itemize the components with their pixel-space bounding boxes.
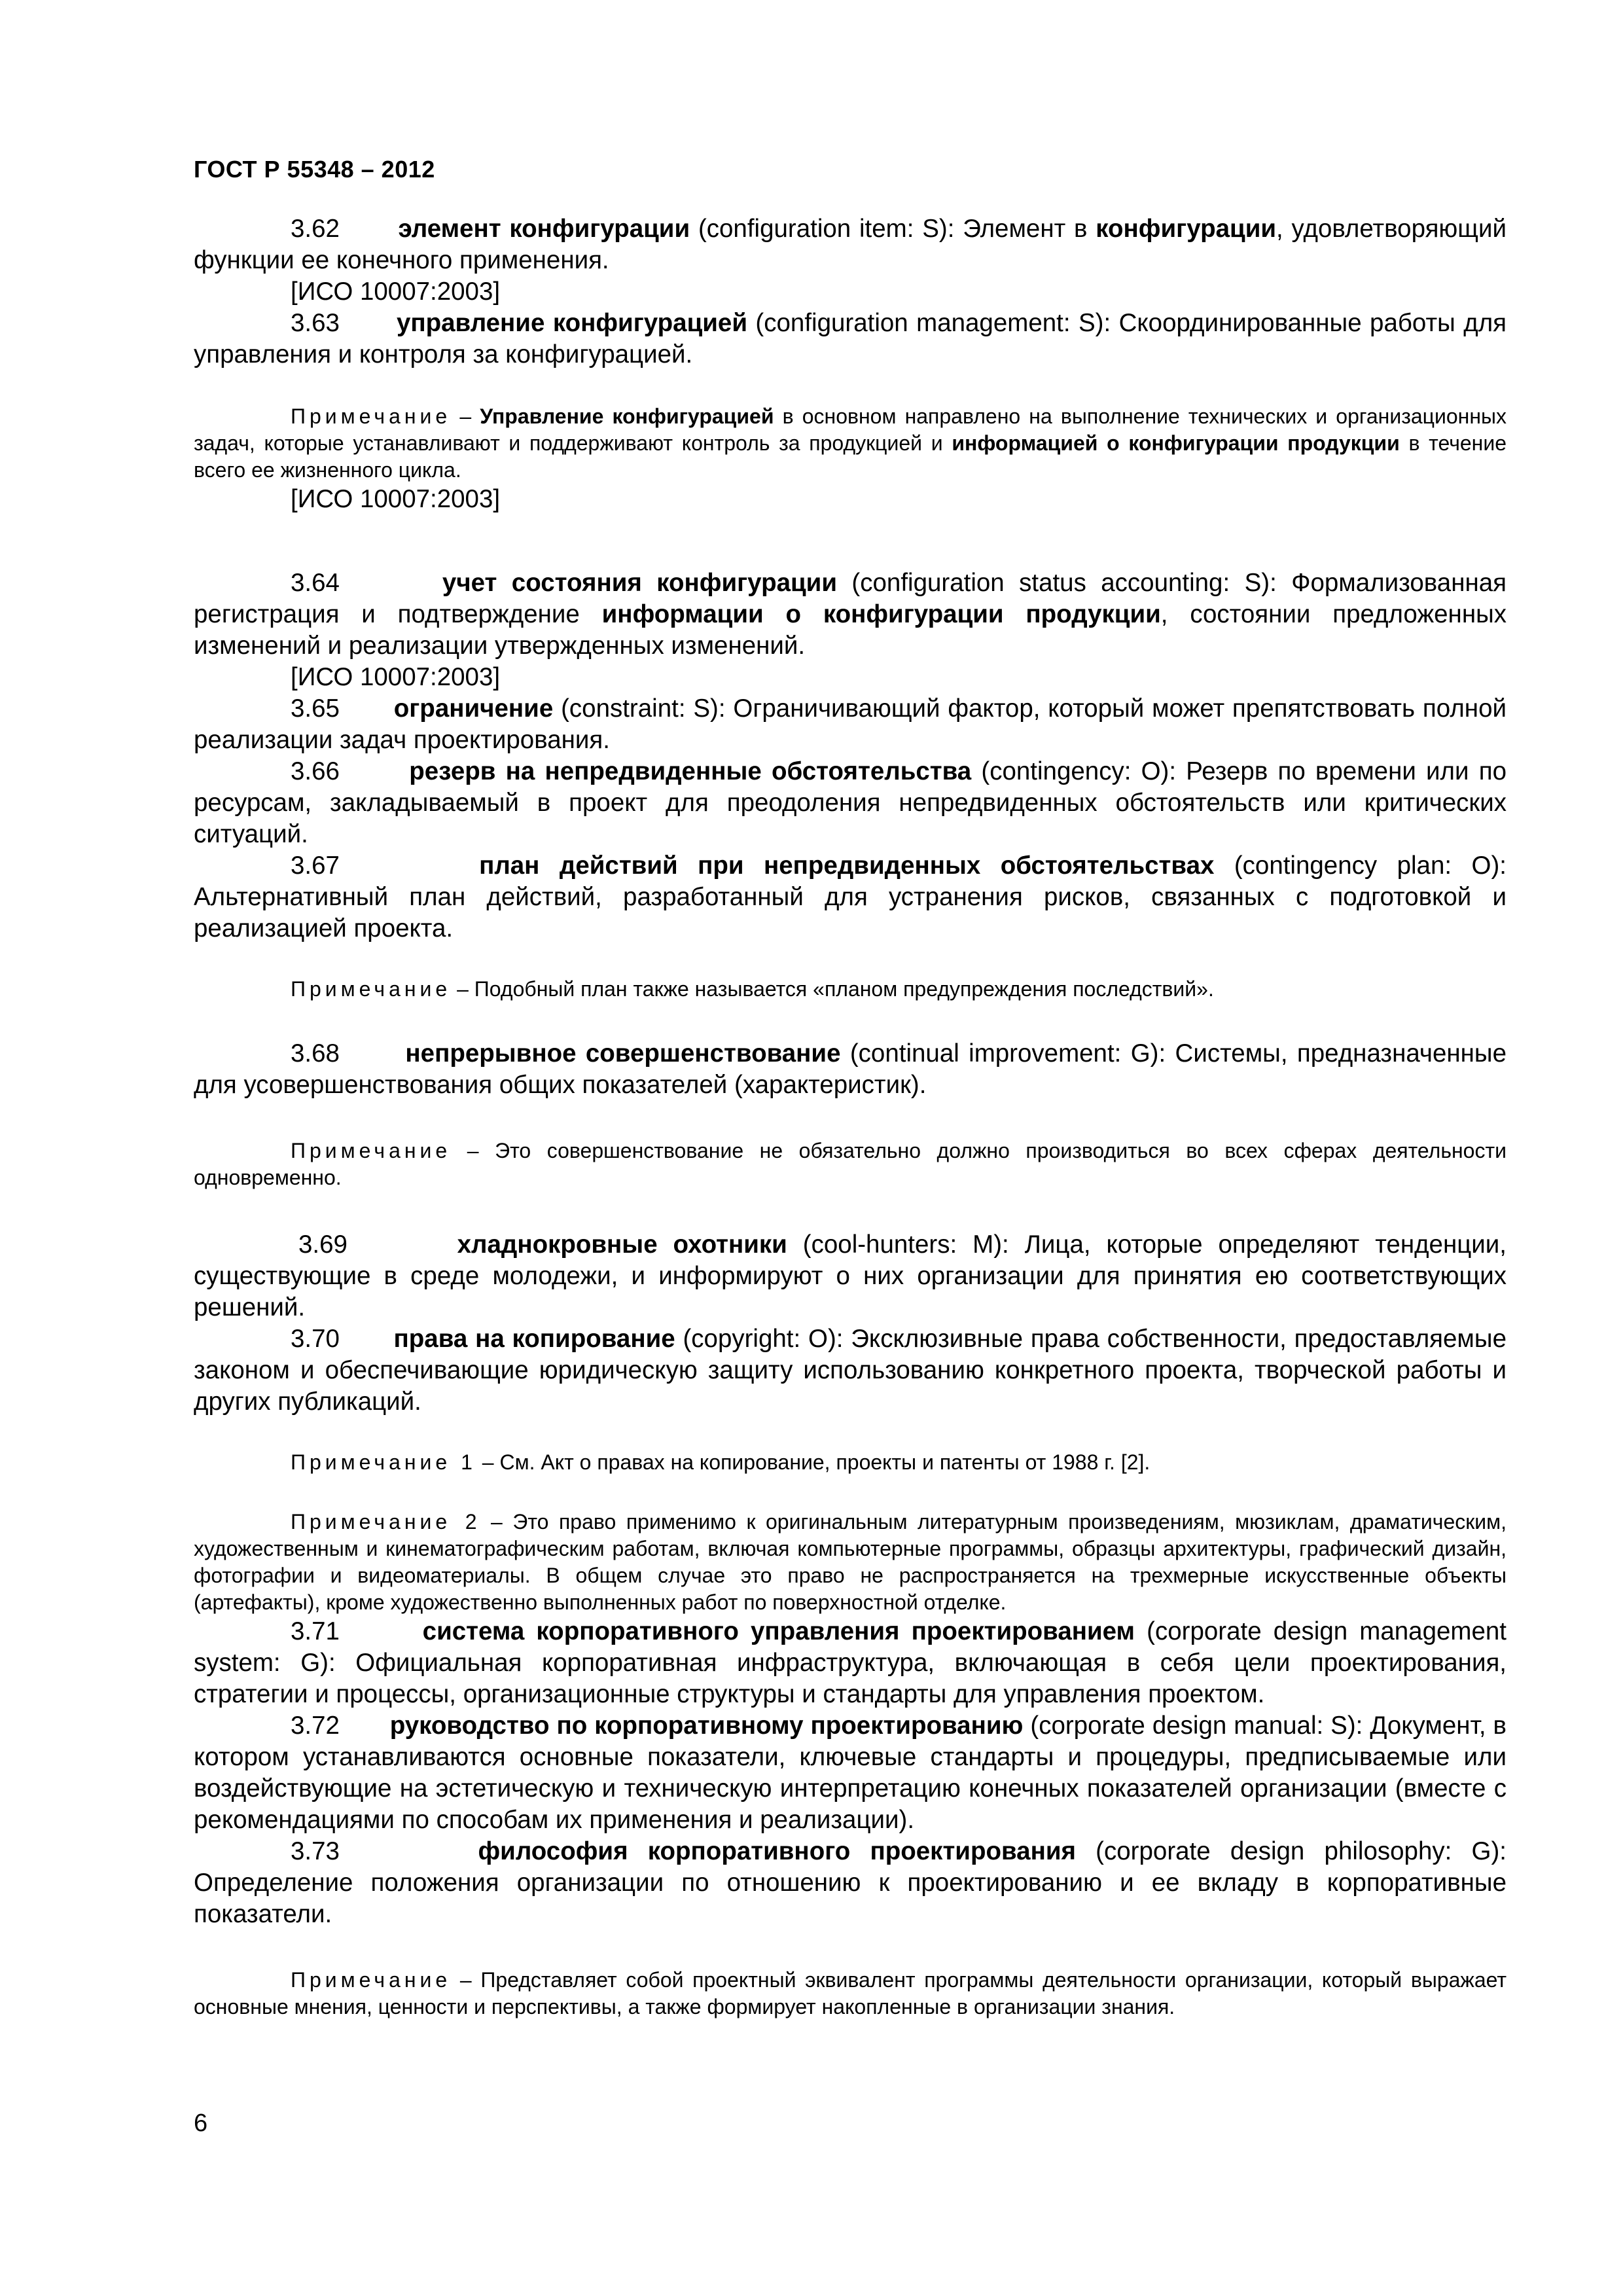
entry-text: (contingency plan: O): Альтернативный план действий, разработанный для устранения рисков, связанных с подготовкой и реализацией проекта. [194, 852, 1507, 942]
entry-number: 3.63 [291, 309, 340, 337]
entry-text: (continual improvement: G): Системы, предназначенные для усовершенствования общих показателей (характеристик). [194, 1039, 1507, 1099]
entry-text: , состоянии предложенных изменений и реализации утвержденных изменений. [194, 600, 1507, 660]
note-corporate-design-philosophy [194, 1967, 1507, 2020]
note-text: Это право применимо к оригинальным литературным произведениям, мюзиклам, драматическим, художественным и кинематографическим работам, включая компьютерные программы, образцы архитектуры, графический дизайн, фотографии и видеоматериалы. В общем случае это право не распространяется на трехмерные искусственные объекты (артефакты), кроме художественно выполненных работ по поверхностной отделке. [194, 1510, 1507, 1614]
note-contingency-plan [194, 976, 1507, 1003]
iso-reference: [ИСО 10007:2003] [291, 278, 501, 306]
note-dash: – [451, 404, 480, 428]
entry-number: 3.65 [291, 694, 340, 723]
entry-3-72 [194, 1710, 1507, 1836]
entry-text: (configuration management: S): Скоординированные работы для управления и контроля за конфигурацией. [194, 309, 1507, 368]
entry-number: 3.70 [291, 1325, 340, 1353]
entry-term: хладнокровные охотники [457, 1230, 787, 1259]
entry-term: руководство по корпоративному проектированию [389, 1712, 1024, 1740]
entry-3-68 [194, 1038, 1507, 1101]
entry-bold-word: конфигурации [1096, 215, 1277, 243]
entry-number: 3.72 [291, 1712, 340, 1740]
note-text: Это совершенствование не обязательно должно производиться во всех сферах деятельности одновременно. [194, 1139, 1507, 1189]
note-text: Подобный план также называется «планом предупреждения последствий». [474, 977, 1214, 1001]
entry-3-69 [194, 1229, 1507, 1323]
note-copyright-1 [194, 1449, 1507, 1476]
entry-term: права на копирование [393, 1325, 675, 1353]
note-number: 2 [451, 1510, 481, 1534]
entry-text: (configuration item: S): Элемент в [690, 215, 1096, 243]
entry-3-65 [194, 693, 1507, 756]
entry-term: учет состояния конфигурации [442, 569, 838, 597]
note-dash: – [480, 1510, 513, 1534]
note-label: Примечание [291, 1139, 452, 1162]
entry-term: управление конфигурацией [396, 309, 747, 337]
entry-number: 3.69 [298, 1230, 348, 1259]
entry-3-67 [194, 850, 1507, 944]
iso-reference: [ИСО 10007:2003] [291, 485, 501, 513]
note-dash: – [476, 1450, 500, 1474]
note-text: в основном направлено на выполнение технических и организационных задач, которые устанавливают и поддерживают контроль за продукцией и [194, 404, 1507, 455]
entry-3-64 [194, 567, 1507, 662]
entry-3-66 [194, 756, 1507, 850]
entry-text: (copyright: O): Эксклюзивные права собственности, предоставляемые законом и обеспечивающие юридическую защиту использованию конкретного проекта, творческой работы и других публикаций. [194, 1325, 1507, 1416]
note-label: Примечание [291, 404, 452, 428]
entry-text: (corporate design management system: G): Официальная корпоративная инфраструктура, включающая в себя цели проектирования, стратегии и процессы, организационные структуры и стандарты для управления проектом. [194, 1617, 1507, 1708]
entry-3-73 [194, 1836, 1507, 1930]
entry-number: 3.66 [291, 757, 340, 785]
entry-number: 3.64 [291, 569, 340, 597]
note-continual-improvement [194, 1138, 1507, 1191]
entry-3-62 [194, 213, 1507, 276]
note-bold-term: Управление конфигурацией [480, 404, 774, 428]
note-dash: – [451, 1968, 481, 1992]
note-label: Примечание [291, 1968, 452, 1992]
entry-term: философия корпоративного проектирования [478, 1837, 1076, 1865]
note-label: Примечание [291, 1510, 452, 1534]
entry-number: 3.62 [291, 215, 340, 243]
entry-term: система корпоративного управления проектированием [422, 1617, 1135, 1645]
entry-term: резерв на непредвиденные обстоятельства [409, 757, 972, 785]
page-number: 6 [194, 2109, 208, 2137]
note-dash: – [451, 977, 474, 1001]
note-label: Примечание [291, 1450, 452, 1474]
entry-text: (configuration status accounting: S): Формализованная регистрация и подтверждение [194, 569, 1507, 628]
note-bold-term: информацией о конфигурации продукции [952, 431, 1400, 455]
entry-bold-phrase: информации о конфигурации продукции [601, 600, 1161, 628]
entry-3-71 [194, 1616, 1507, 1710]
note-copyright-2 [194, 1509, 1507, 1616]
entry-text: (cool-hunters: M): Лица, которые определяют тенденции, существующие в среде молодежи, и информируют о них организации для принятия ею соответствующих решений. [194, 1230, 1507, 1321]
entry-number: 3.67 [291, 852, 340, 880]
note-configuration-management [194, 403, 1507, 484]
note-text: См. Акт о правах на копирование, проекты и патенты от 1988 г. [2]. [499, 1450, 1150, 1474]
entry-text: (constraint: S): Ограничивающий фактор, который может препятствовать полной реализации задач проектирования. [194, 694, 1507, 754]
entry-term: ограничение [393, 694, 554, 723]
note-text: в течение всего ее жизненного цикла. [194, 431, 1507, 482]
note-dash: – [451, 1139, 495, 1162]
entry-number: 3.68 [291, 1039, 340, 1067]
note-text: Представляет собой проектный эквивалент программы деятельности организации, который выражает основные мнения, ценности и перспективы, а также формирует накопленные в организации знания. [194, 1968, 1507, 2018]
entry-3-70 [194, 1323, 1507, 1418]
entry-term: непрерывное совершенствование [405, 1039, 841, 1067]
entry-number: 3.73 [291, 1837, 340, 1865]
entry-number: 3.71 [291, 1617, 340, 1645]
note-label: Примечание [291, 977, 452, 1001]
entry-text: , удовлетворяющий функции ее конечного применения. [194, 215, 1507, 274]
document-body [194, 213, 1507, 2020]
entry-text: (contingency: O): Резерв по времени или по ресурсам, закладываемый в проект для преодоления непредвиденных обстоятельств или критических ситуаций. [194, 757, 1507, 848]
iso-reference: [ИСО 10007:2003] [291, 663, 501, 691]
standard-header: ГОСТ Р 55348 – 2012 [194, 156, 435, 183]
entry-3-63 [194, 308, 1507, 370]
entry-term: элемент конфигурации [398, 215, 690, 243]
note-number: 1 [451, 1450, 476, 1474]
entry-text: (corporate design manual: S): Документ, в котором устанавливаются основные показатели, ключевые стандарты и процедуры, предписываемые или воздействующие на эстетическую и техническую интерпретацию конечных показателей организации (вместе с рекомендациями по способам их применения и реализации). [194, 1712, 1507, 1834]
entry-term: план действий при непредвиденных обстоятельствах [479, 852, 1215, 880]
entry-text: (corporate design philosophy: G): Определение положения организации по отношению к проектированию и ее вкладу в корпоративные показатели. [194, 1837, 1507, 1928]
